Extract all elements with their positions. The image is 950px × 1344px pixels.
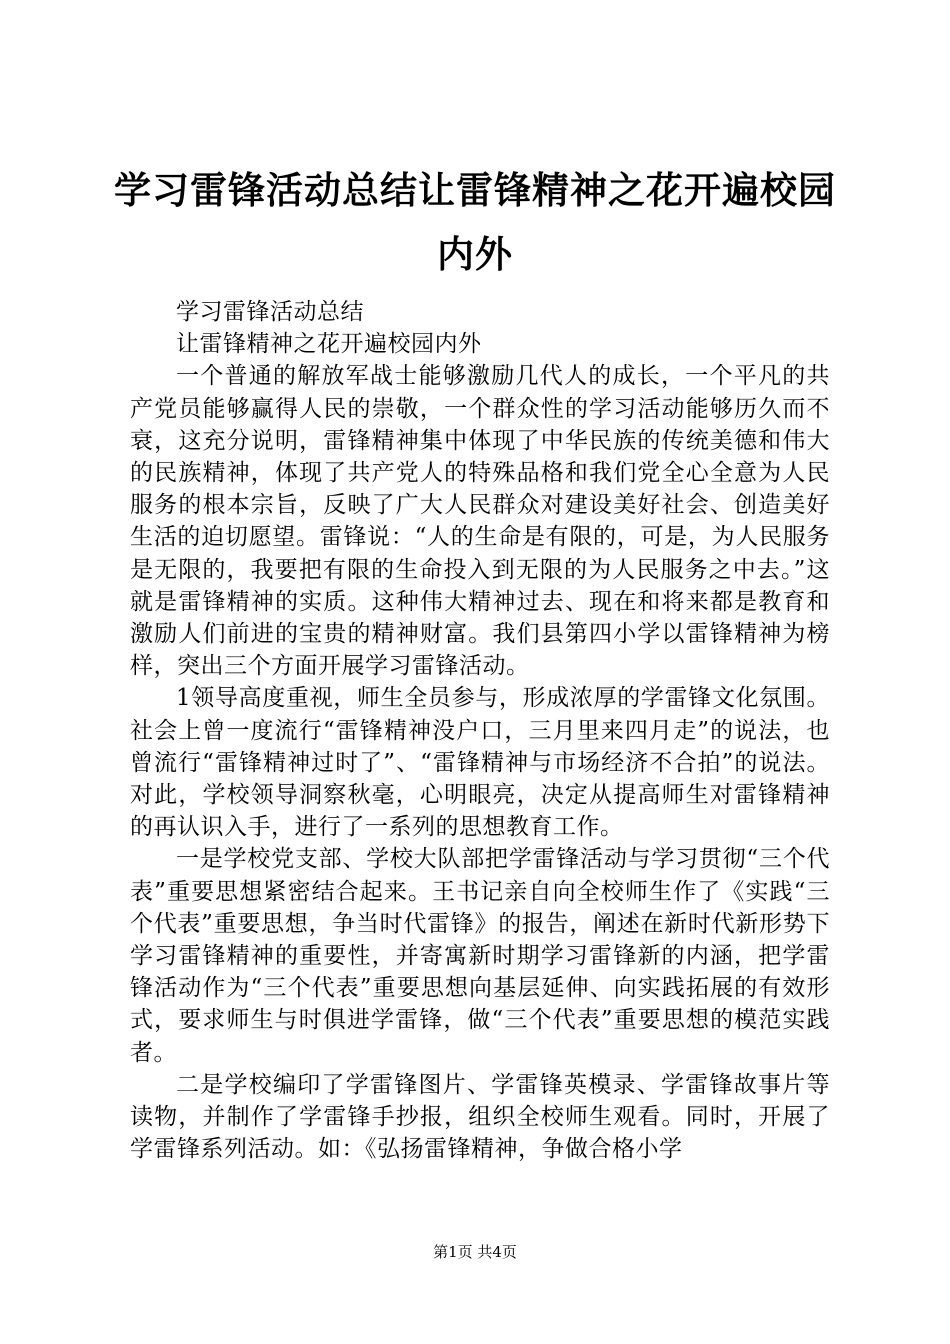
page-footer: 第1页 共4页 xyxy=(433,1243,517,1261)
paragraph-subtitle-1: 学习雷锋活动总结 xyxy=(176,299,364,325)
paragraph-first: 一是学校党支部、学校大队部把学雷锋活动与学习贯彻“三个代表”重要思想紧密结合起来。王书记亲自向全校师生作了《实践“三个代表”重要思想，争当时代雷锋》的报告，阐述在新时代新形势下学习雷锋精神的重要性，并寄寓新时期学习雷锋新的内涵，把学雷锋活动作为“三个代表”重要思想向基层延伸、向实践拓展的有效形式，要求师生与时俱进学雷锋，做“三个代表”重要思想的模范实践者。 xyxy=(130,846,830,1066)
paragraph-subtitle-2: 让雷锋精神之花开遍校园内外 xyxy=(176,331,482,358)
document-body xyxy=(130,296,830,1165)
paragraph-point-1: 1领导高度重视，师生全员参与，形成浓厚的学雷锋文化氛围。社会上曾一度流行“雷锋精神没户口，三月里来四月走”的说法，也曾流行“雷锋精神过时了”、“雷锋精神与市场经济不合拍”的说法。对此，学校领导洞察秋毫，心明眼亮，决定从提高师生对雷锋精神的再认识入手，进行了一系列的思想教育工作。 xyxy=(130,685,830,841)
paragraph-intro: 一个普通的解放军战士能够激励几代人的成长，一个平凡的共产党员能够赢得人民的崇敬，一个群众性的学习活动能够历久而不衰，这充分说明，雷锋精神集中体现了中华民族的传统美德和伟大的民族精神，体现了共产党人的特殊品格和我们党全心全意为人民服务的根本宗旨，反映了广大人民群众对建设美好社会、创造美好生活的迫切愿望。雷锋说：“人的生命是有限的，可是，为人民服务是无限的，我要把有限的生命投入到无限的为人民服务之中去。”这就是雷锋精神的实质。这种伟大精神过去、现在和将来都是教育和激励人们前进的宝贵的精神财富。我们县第四小学以雷锋精神为榜样，突出三个方面开展学习雷锋活动。 xyxy=(130,363,830,680)
paragraph-second: 二是学校编印了学雷锋图片、学雷锋英模录、学雷锋故事片等读物，并制作了学雷锋手抄报，组织全校师生观看。同时，开展了学雷锋系列活动。如：《弘扬雷锋精神，争做合格小学 xyxy=(130,1071,830,1163)
document-title: 学习雷锋活动总结让雷锋精神之花开遍校园内外 xyxy=(114,168,836,276)
